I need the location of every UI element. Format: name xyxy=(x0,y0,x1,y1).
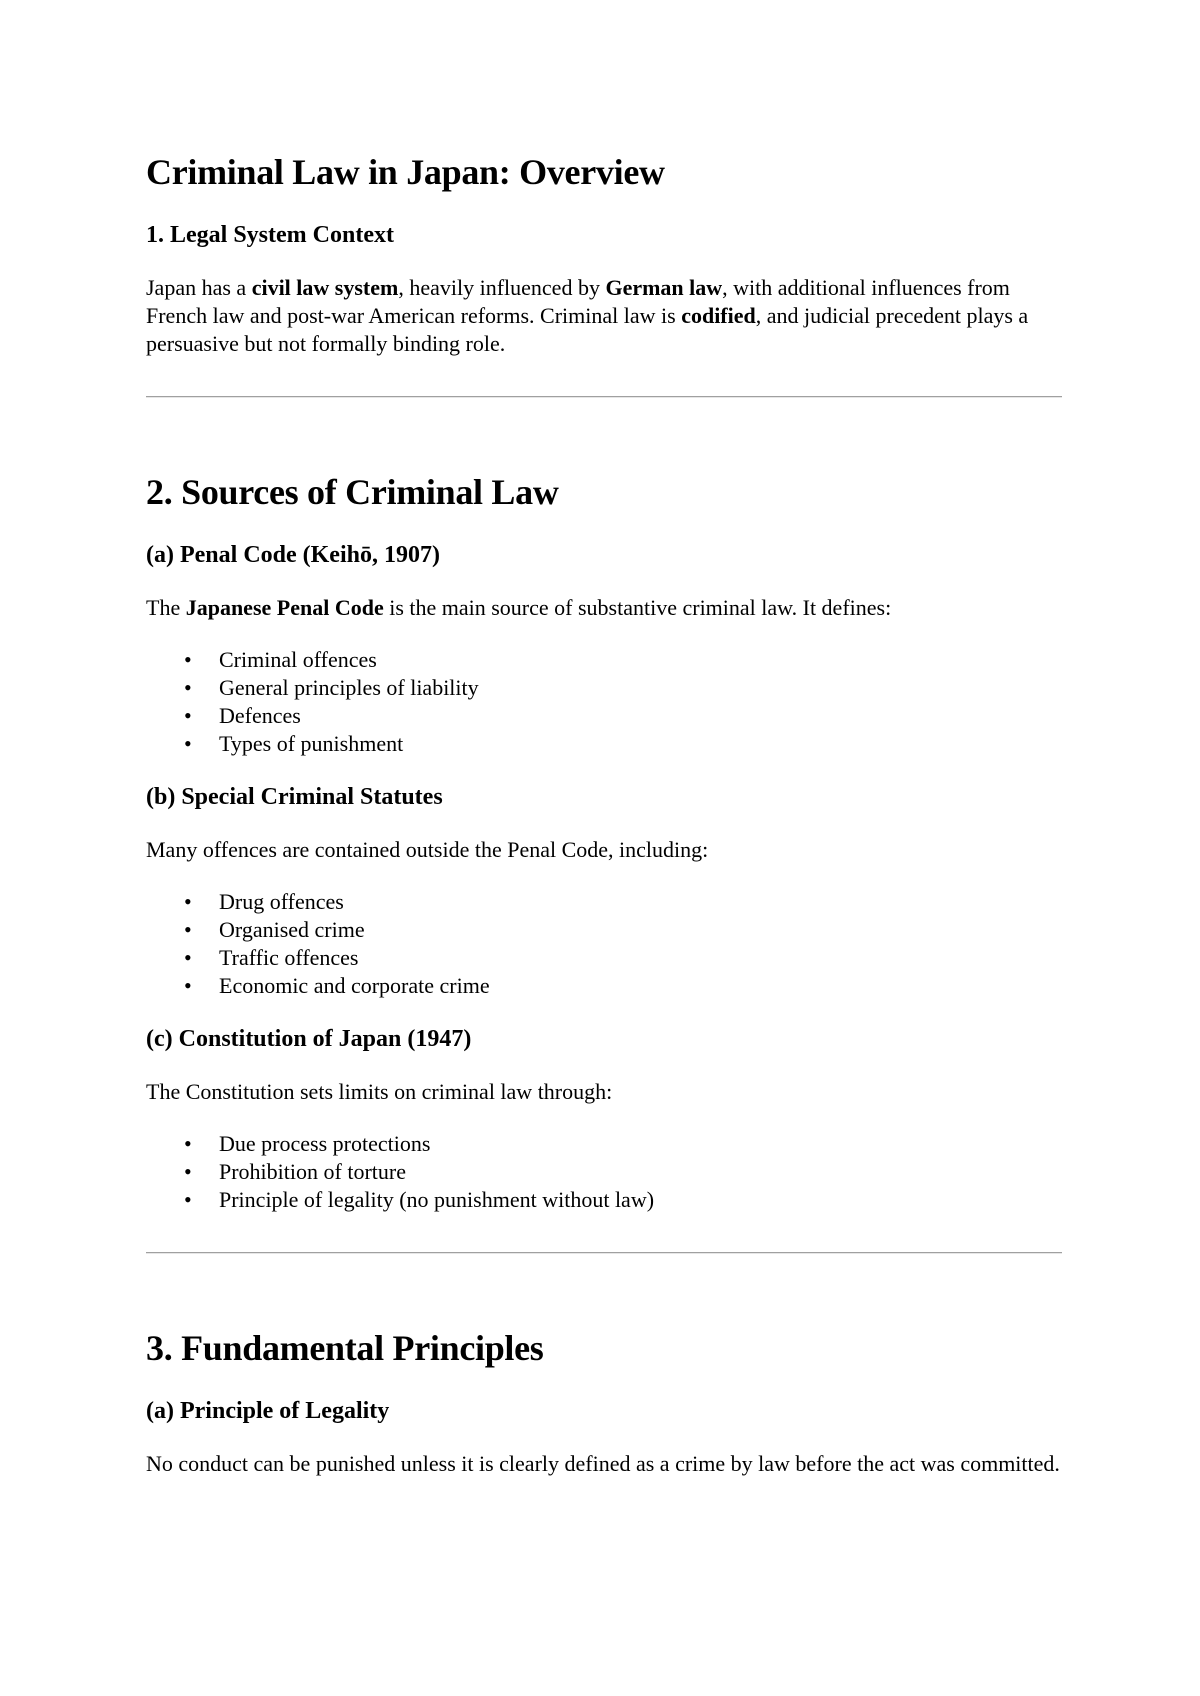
section-2b-intro: Many offences are contained outside the Penal Code, including: xyxy=(146,837,709,862)
constitution-list xyxy=(146,1130,1062,1214)
section-3a-heading: (a) Principle of Legality xyxy=(146,1398,390,1424)
section-1-paragraph: Japan has a civil law system, heavily influenced by German law, with additional influences from French law and post-war American reforms. Criminal law is codified, and judicial precedent plays a persuasive but not formally binding role. xyxy=(146,275,1029,356)
document-content xyxy=(146,128,1062,1478)
section-2-heading: 2. Sources of Criminal Law xyxy=(146,472,559,512)
section-3-heading: 3. Fundamental Principles xyxy=(146,1328,544,1368)
section-2b-heading: (b) Special Criminal Statutes xyxy=(146,784,443,810)
list-item: • Due process protections xyxy=(184,1131,431,1156)
bullet-icon: • xyxy=(184,889,192,914)
list-item: • Defences xyxy=(184,703,301,728)
list-item: • Criminal offences xyxy=(184,647,377,672)
bullet-icon: • xyxy=(184,1187,192,1212)
bullet-icon: • xyxy=(184,675,192,700)
section-2c-heading: (c) Constitution of Japan (1947) xyxy=(146,1026,472,1052)
special-statutes-list xyxy=(146,888,1062,1000)
section-2c-intro: The Constitution sets limits on criminal law through: xyxy=(146,1079,613,1104)
list-item: • General principles of liability xyxy=(184,675,479,700)
bullet-icon: • xyxy=(184,1131,192,1156)
bullet-icon: • xyxy=(184,917,192,942)
penal-code-list xyxy=(146,646,1062,758)
bullet-icon: • xyxy=(184,945,192,970)
list-item: • Prohibition of torture xyxy=(184,1159,406,1184)
list-item: • Traffic offences xyxy=(184,945,359,970)
section-2a-intro: The Japanese Penal Code is the main source of substantive criminal law. It defines: xyxy=(146,595,892,620)
list-item: • Types of punishment xyxy=(184,731,404,756)
list-item: • Drug offences xyxy=(184,889,344,914)
bullet-icon: • xyxy=(184,703,192,728)
bullet-icon: • xyxy=(184,647,192,672)
section-2a-heading: (a) Penal Code (Keihō, 1907) xyxy=(146,542,440,568)
list-item: • Economic and corporate crime xyxy=(184,973,490,998)
bullet-icon: • xyxy=(184,1159,192,1184)
bullet-icon: • xyxy=(184,731,192,756)
list-item: • Organised crime xyxy=(184,917,365,942)
document-title: Criminal Law in Japan: Overview xyxy=(146,152,665,192)
section-3a-paragraph: No conduct can be punished unless it is clearly defined as a crime by law before the act was committed. xyxy=(146,1451,1060,1476)
section-1-heading: 1. Legal System Context xyxy=(146,222,394,248)
list-item: • Principle of legality (no punishment without law) xyxy=(184,1187,655,1212)
bullet-icon: • xyxy=(184,973,192,998)
